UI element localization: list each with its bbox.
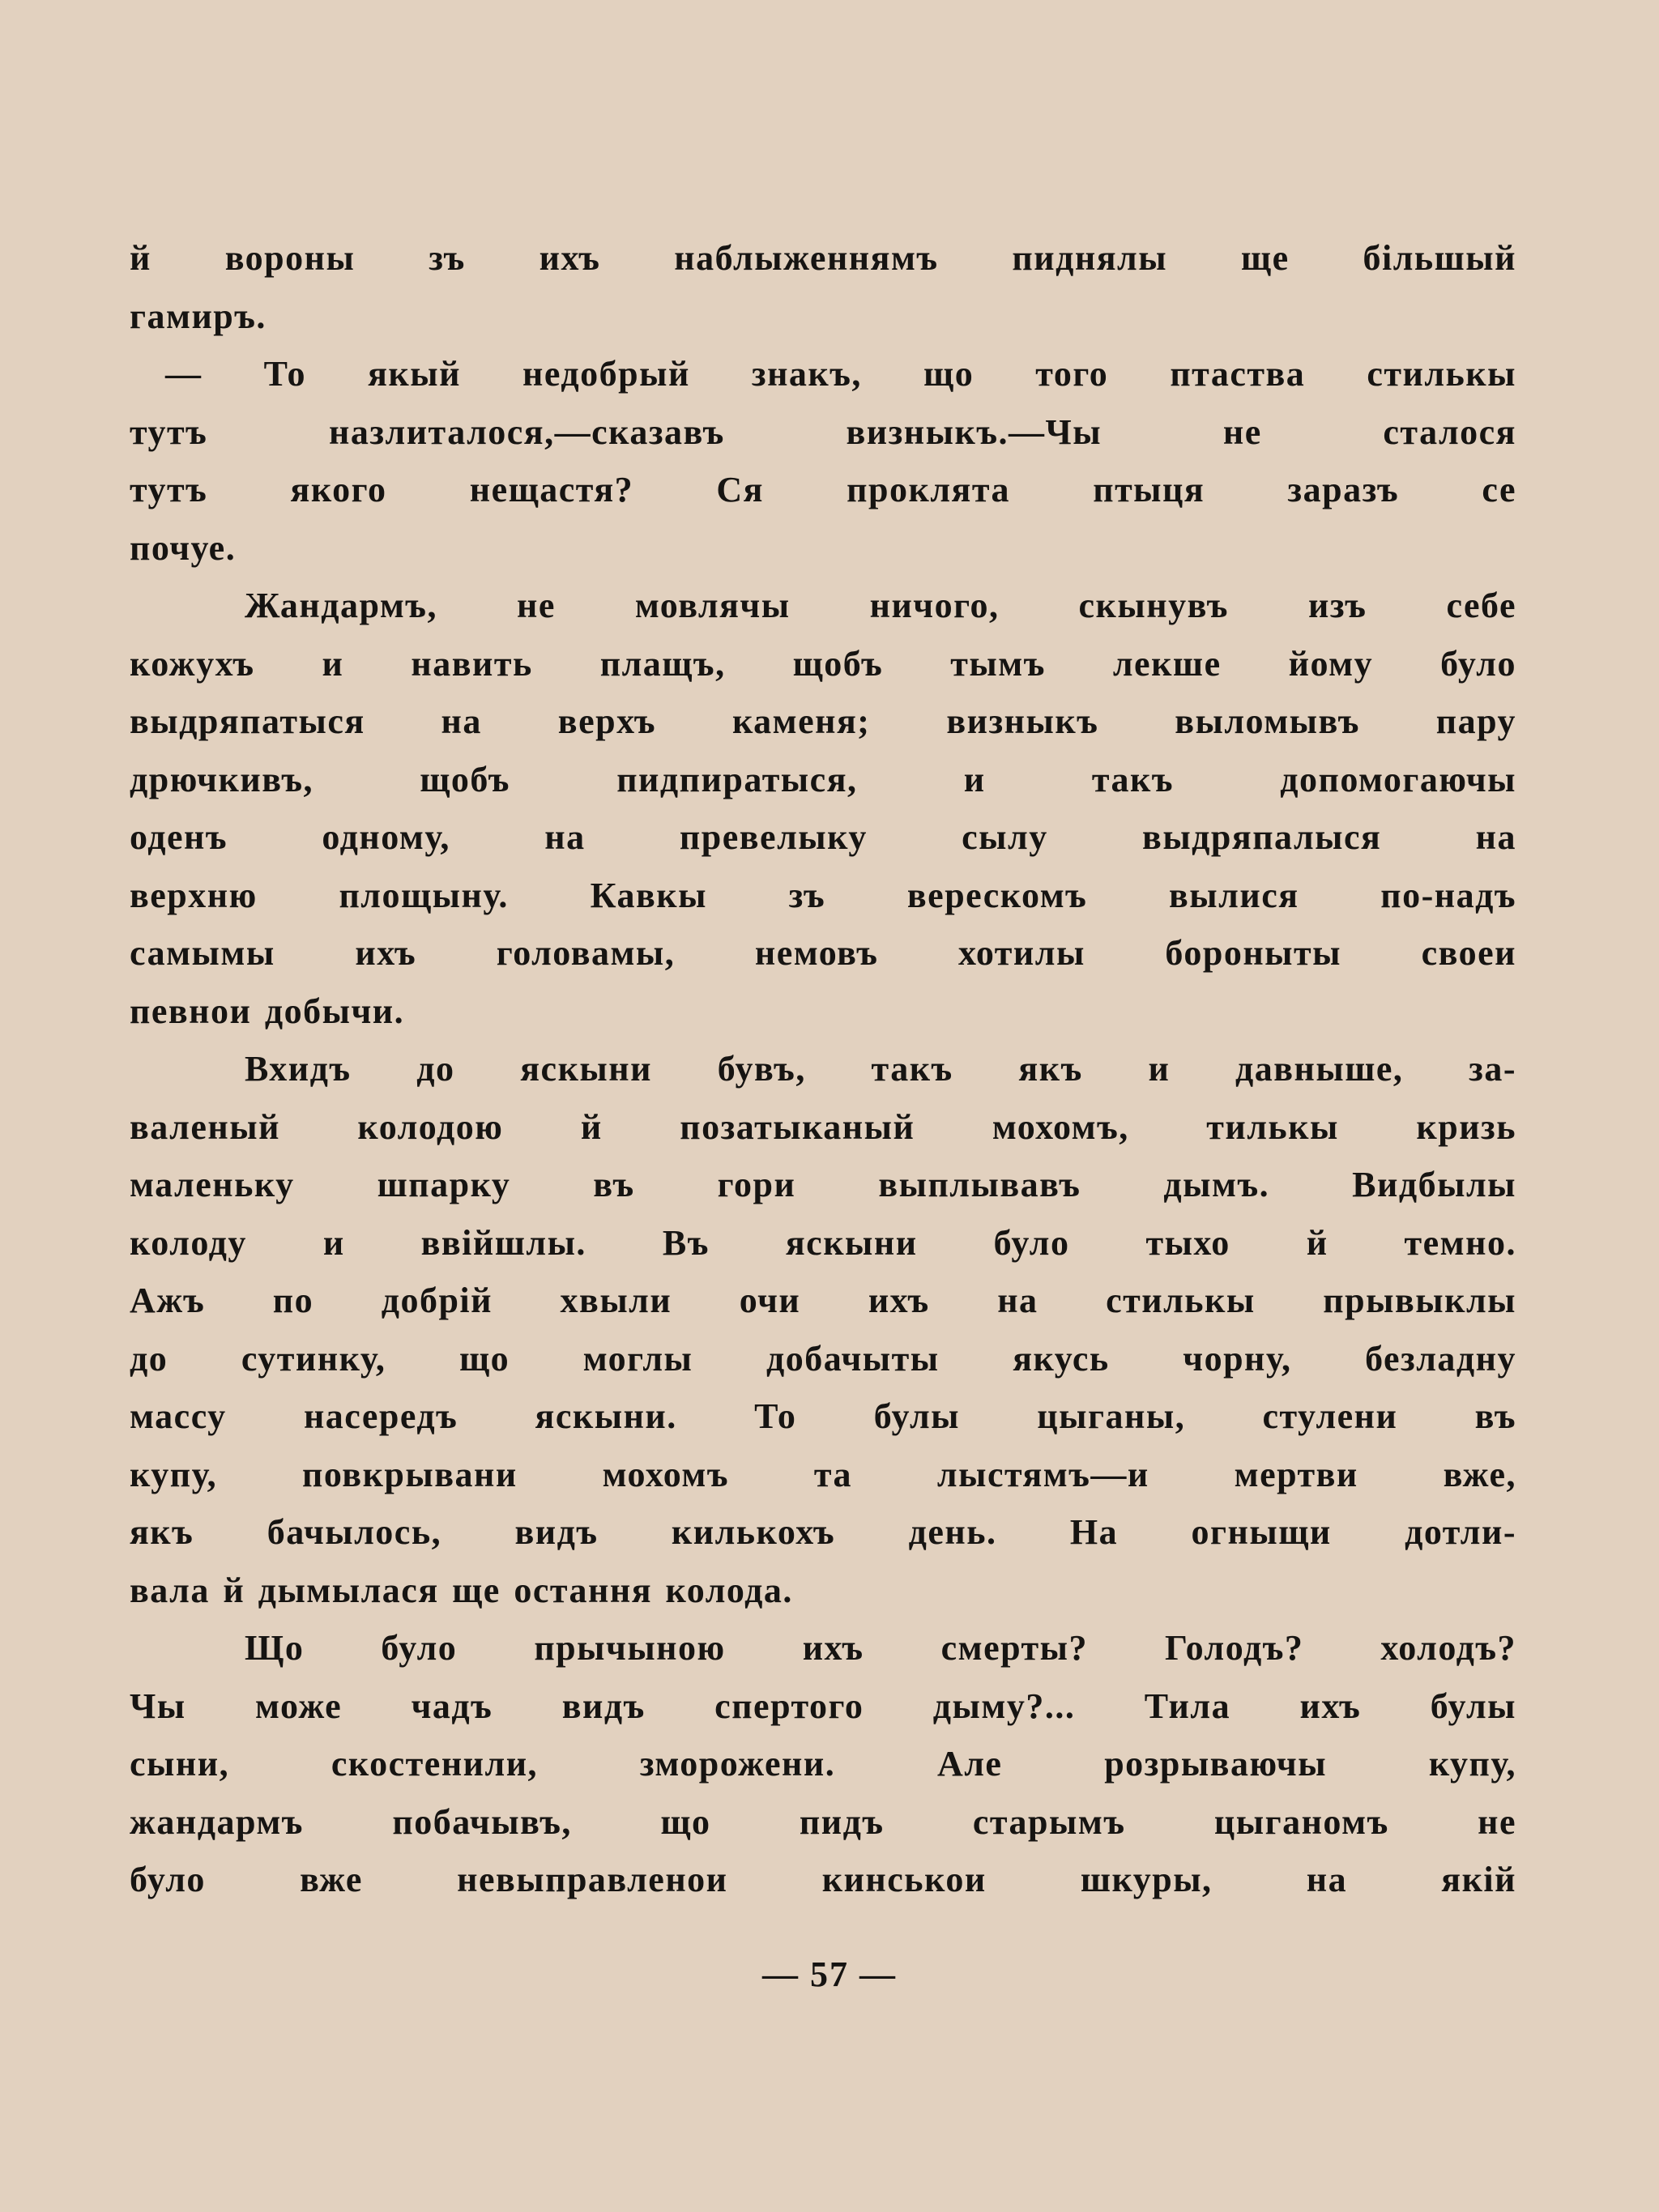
text-line: самымы ихъ головамы, немовъ хотилы бороныты своеи bbox=[130, 933, 1516, 973]
text-line: гамиръ. bbox=[130, 296, 267, 336]
text-line: Що було прычыною ихъ смерты? Голодъ? холодъ? bbox=[245, 1628, 1516, 1668]
text-line: Вхидъ до яскыни бувъ, такъ якъ и давныше, за- bbox=[245, 1049, 1516, 1089]
text-line: купу, повкрывани мохомъ та лыстямъ—и мертви вже, bbox=[130, 1454, 1516, 1494]
text-line: певнои добычи. bbox=[130, 991, 405, 1031]
text-line: выдряпатыся на верхъ каменя; визныкъ выломывъ пару bbox=[130, 701, 1516, 741]
text-line: Жандармъ, не мовлячы ничого, скынувъ изъ себе bbox=[245, 586, 1516, 625]
text-line: тутъ якого нещастя? Ся проклята птыця заразъ се bbox=[130, 470, 1516, 509]
text-line: Чы може чадъ видъ спертого дыму?... Тила ихъ булы bbox=[130, 1686, 1516, 1726]
text-line: дрючкивъ, щобъ пидпиратыся, и такъ допомогаючы bbox=[130, 759, 1516, 799]
text-line: валеный колодою й позатыканый мохомъ, тилькы кризь bbox=[130, 1106, 1516, 1147]
text-line: якъ бачылось, видъ килькохъ день. На огныщи дотли- bbox=[130, 1512, 1516, 1552]
text-line: було вже невыправленои кинськои шкуры, на якій bbox=[130, 1860, 1516, 1899]
text-line: до сутинку, що моглы добачыты якусь чорну, безладну bbox=[130, 1338, 1516, 1379]
page-number: — 57 — bbox=[762, 1954, 897, 1994]
text-line: вала й дымылася ще остання колода. bbox=[130, 1570, 793, 1610]
page-body-text bbox=[130, 229, 1516, 1909]
text-line: кожухъ и навить плащъ, щобъ тымъ лекше йому було bbox=[130, 643, 1516, 684]
text-line: верхню площыну. Кавкы зъ верескомъ вылися по-надъ bbox=[130, 875, 1516, 915]
text-line: оденъ одному, на превелыку сылу выдряпалыся на bbox=[130, 817, 1516, 857]
text-line: й вороны зъ ихъ наблыженнямъ пиднялы ще більшый bbox=[130, 238, 1516, 278]
text-line: Ажъ по добрій хвыли очи ихъ на стилькы прывыклы bbox=[130, 1281, 1516, 1320]
text-line: — То якый недобрый знакъ, що того птаства стилькы bbox=[165, 354, 1516, 394]
text-line: колоду и ввійшлы. Въ яскыни було тыхо й темно. bbox=[130, 1222, 1516, 1263]
text-line: тутъ назлиталося,—сказавъ визныкъ.—Чы не сталося bbox=[130, 411, 1516, 452]
text-line: маленьку шпарку въ гори выплывавъ дымъ. Видбылы bbox=[130, 1165, 1516, 1204]
text-line: массу насередъ яскыни. То булы цыганы, стулени въ bbox=[130, 1396, 1516, 1436]
text-line: жандармъ побачывъ, що пидъ старымъ цыганомъ не bbox=[130, 1801, 1516, 1842]
text-line: сыни, скостенили, зморожени. Але розрываючы купу, bbox=[130, 1744, 1516, 1784]
text-line: почуе. bbox=[130, 527, 237, 568]
